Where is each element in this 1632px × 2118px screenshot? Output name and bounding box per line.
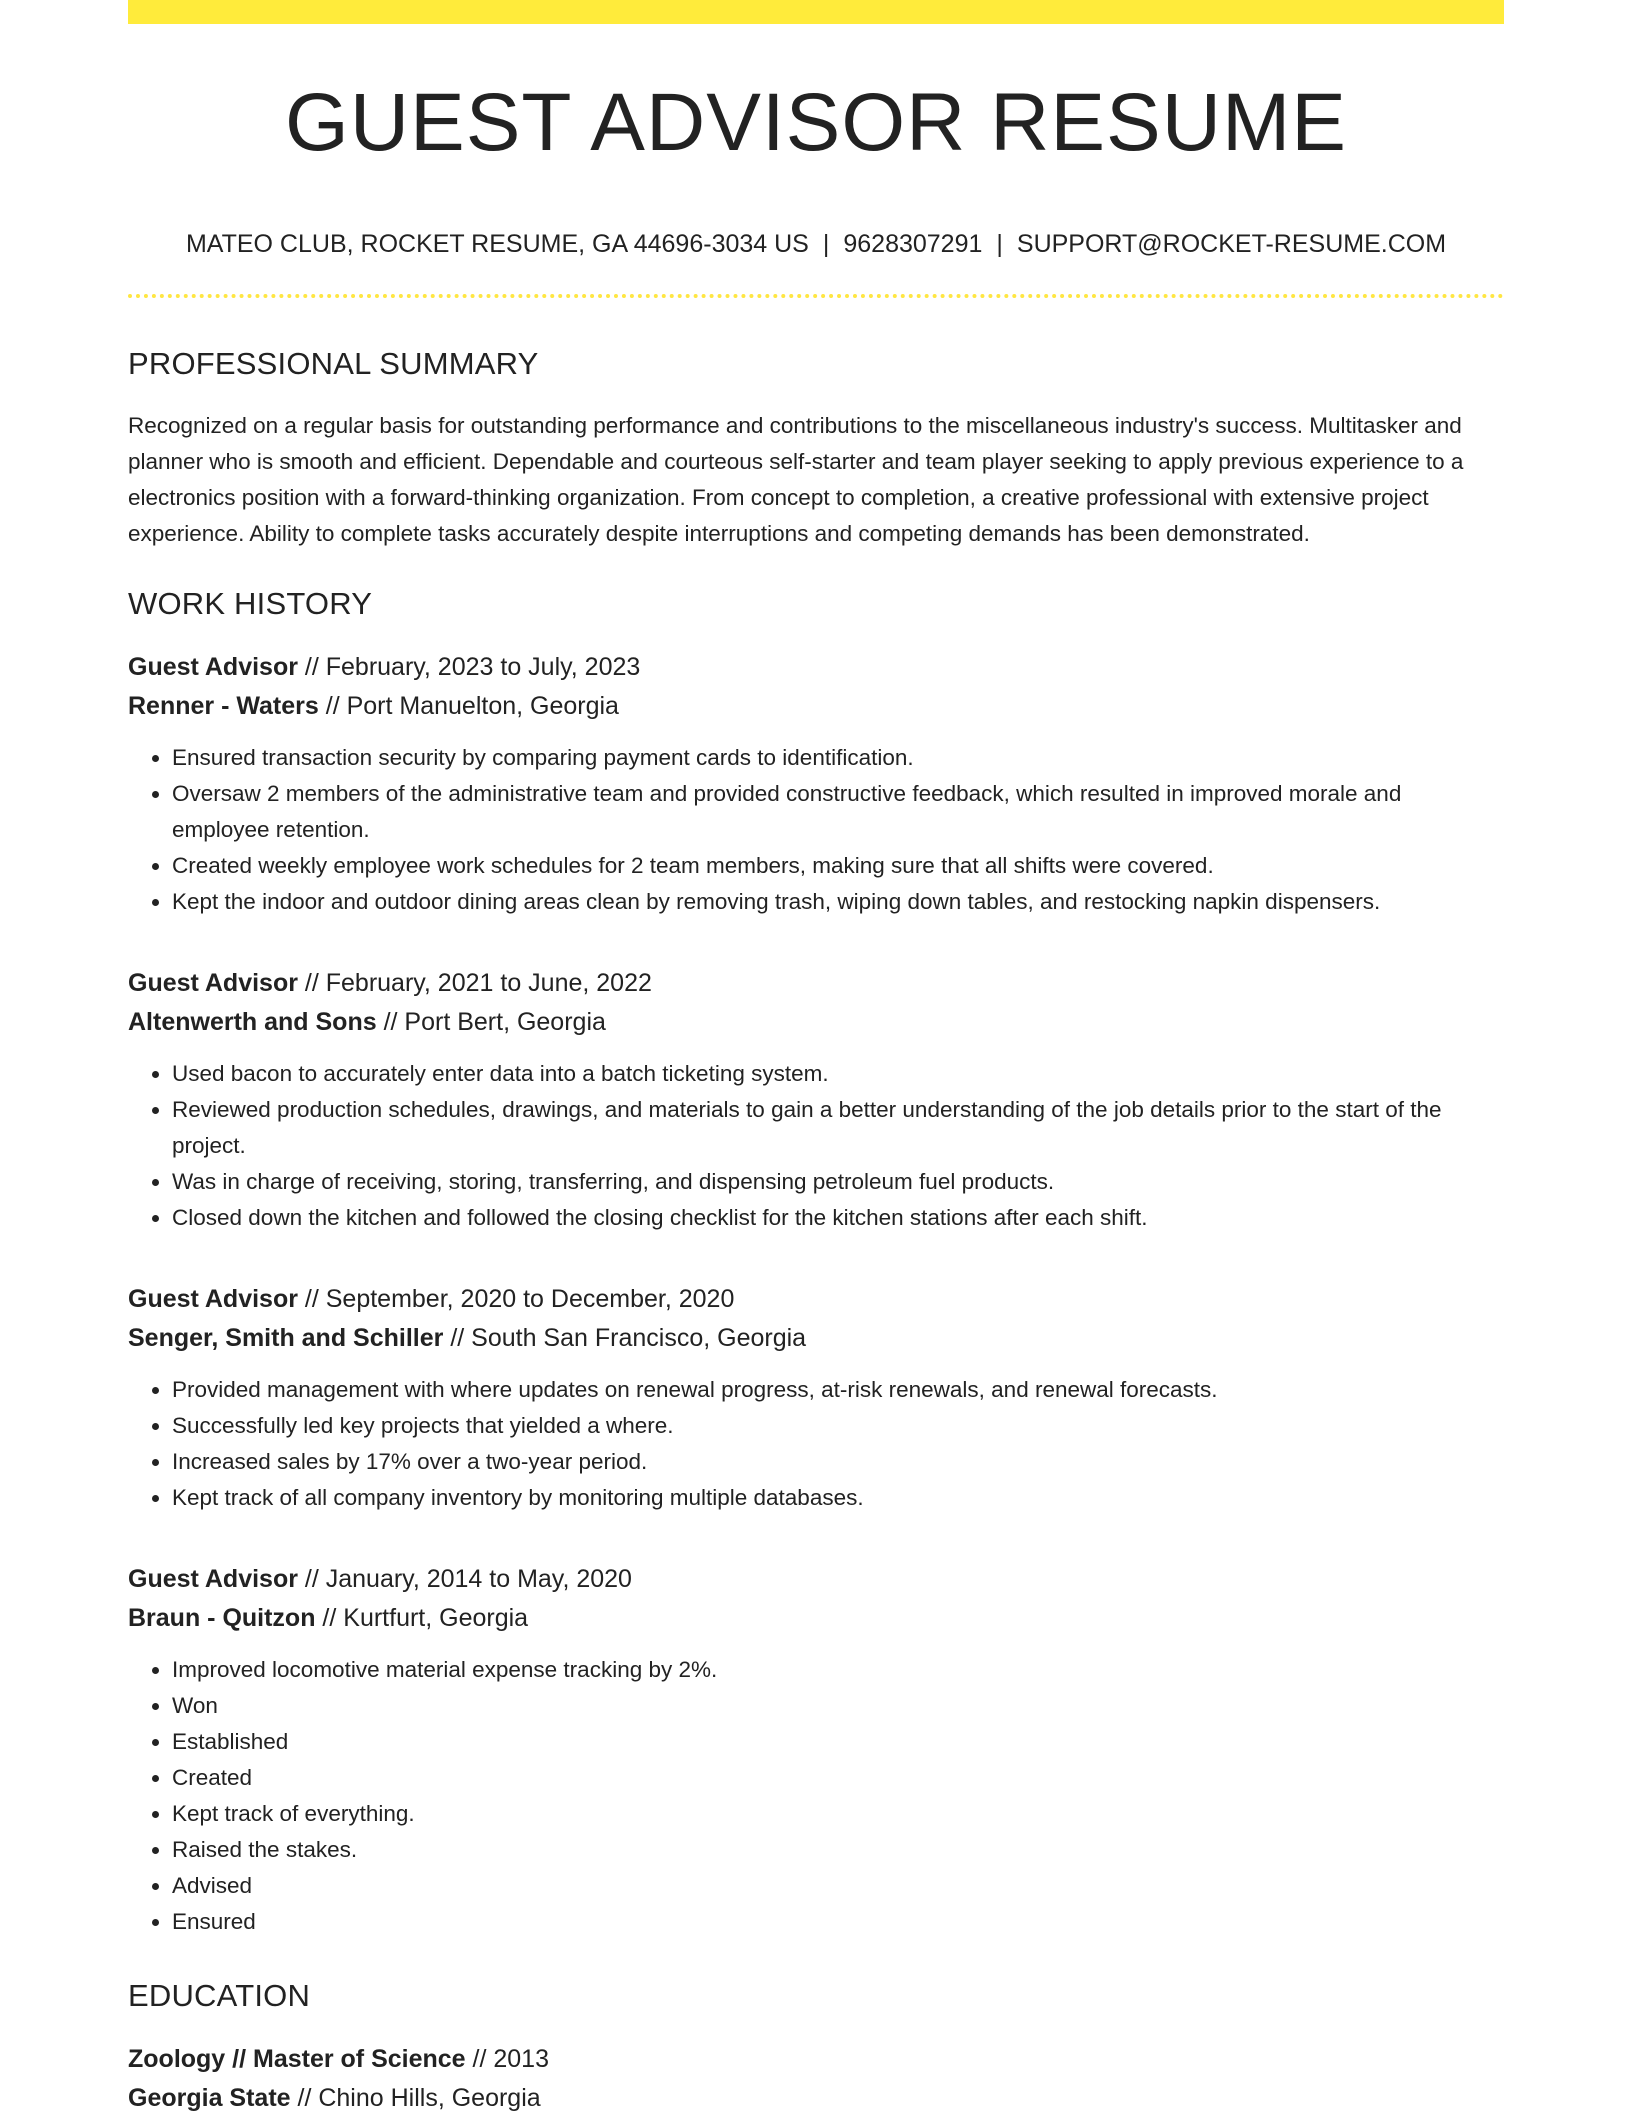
job-location: // South San Francisco, Georgia <box>443 1324 807 1352</box>
education-list <box>128 2040 1504 2118</box>
job-role-line <box>128 1560 1504 1599</box>
job-bullet: • Created weekly employee work schedules for 2 team members, making sure that all shifts were covered. <box>172 848 1504 884</box>
education-degree: Zoology // Master of Science <box>128 2045 466 2073</box>
section-title-work-history: WORK HISTORY <box>128 586 373 621</box>
job-role-line <box>128 1280 1504 1319</box>
education-school-line <box>128 2079 1504 2118</box>
education-location: // Chino Hills, Georgia <box>290 2084 541 2112</box>
education-school: Georgia State <box>128 2084 291 2112</box>
education-year: // 2013 <box>465 2045 549 2073</box>
job-company-line <box>128 687 1504 726</box>
job-location: // Kurtfurt, Georgia <box>315 1604 529 1632</box>
job-bullets <box>128 1652 1504 1940</box>
contact-separator: | <box>996 230 1003 258</box>
job-dates: // February, 2021 to June, 2022 <box>297 969 652 997</box>
job-bullet: • Increased sales by 17% over a two-year period. <box>172 1444 1504 1480</box>
job-company: Braun - Quitzon <box>128 1604 316 1632</box>
job-bullet: • Created <box>172 1760 1504 1796</box>
job-bullet: • Provided management with where updates on renewal progress, at-risk renewals, and renewal forecasts. <box>172 1372 1504 1408</box>
job-company: Altenwerth and Sons <box>128 1008 377 1036</box>
job-location: // Port Manuelton, Georgia <box>318 692 619 720</box>
job-bullet: • Improved locomotive material expense tracking by 2%. <box>172 1652 1504 1688</box>
job-bullet: • Oversaw 2 members of the administrative team and provided constructive feedback, which resulted in improved morale and employee retention. <box>172 776 1504 848</box>
job-bullet: • Reviewed production schedules, drawings, and materials to gain a better understanding of the job details prior to the start of the project. <box>172 1092 1504 1164</box>
accent-bar <box>128 0 1504 24</box>
job-bullet: • Was in charge of receiving, storing, transferring, and dispensing petroleum fuel products. <box>172 1164 1504 1200</box>
contact-email[interactable]: SUPPORT@ROCKET-RESUME.COM <box>1016 230 1447 258</box>
job-bullet: • Used bacon to accurately enter data into a batch ticketing system. <box>172 1056 1504 1092</box>
job-bullets <box>128 1056 1504 1236</box>
job-bullet: • Kept the indoor and outdoor dining areas clean by removing trash, wiping down tables, and restocking napkin dispensers. <box>172 884 1504 920</box>
job-bullet: • Closed down the kitchen and followed the closing checklist for the kitchen stations after each shift. <box>172 1200 1504 1236</box>
job-dates: // January, 2014 to May, 2020 <box>297 1565 632 1593</box>
resume-title: GUEST ADVISOR RESUME <box>285 77 1347 168</box>
job-role-line <box>128 964 1504 1003</box>
job-company-line <box>128 1319 1504 1358</box>
job-bullets <box>128 740 1504 920</box>
job-role: Guest Advisor <box>128 653 298 681</box>
job-role: Guest Advisor <box>128 969 298 997</box>
job-bullet: • Won <box>172 1688 1504 1724</box>
dotted-divider <box>128 294 1504 298</box>
summary-text: Recognized on a regular basis for outstanding performance and contributions to the miscellaneous industry's success. Multitasker and planner who is smooth and efficient. Dependable and courteous self-starter and team player seeking to apply previous experience to a electronics position with a forward-thinking organization. From concept to completion, a creative professional with extensive project experience. Ability to complete tasks accurately despite interruptions and competing demands has been demonstrated. <box>128 413 1464 546</box>
contact-separator: | <box>822 230 830 258</box>
education-degree-line <box>128 2040 1504 2079</box>
job-company-line <box>128 1003 1504 1042</box>
job-entry <box>128 648 1504 920</box>
contact-address: MATEO CLUB, ROCKET RESUME, GA 44696-3034 US <box>185 230 809 258</box>
education-entry <box>128 2040 1504 2118</box>
job-bullets <box>128 1372 1504 1516</box>
job-company: Senger, Smith and Schiller <box>128 1324 444 1352</box>
job-role-line <box>128 648 1504 687</box>
job-company-line <box>128 1599 1504 1638</box>
job-bullet: • Successfully led key projects that yielded a where. <box>172 1408 1504 1444</box>
job-role: Guest Advisor <box>128 1565 298 1593</box>
job-dates: // September, 2020 to December, 2020 <box>297 1285 735 1313</box>
job-entry <box>128 1560 1504 1940</box>
job-bullet: • Ensured transaction security by comparing payment cards to identification. <box>172 740 1504 776</box>
job-bullet: • Kept track of all company inventory by monitoring multiple databases. <box>172 1480 1504 1516</box>
job-bullet: • Advised <box>172 1868 1504 1904</box>
job-bullet: • Kept track of everything. <box>172 1796 1504 1832</box>
job-entry <box>128 964 1504 1236</box>
job-bullet: • Raised the stakes. <box>172 1832 1504 1868</box>
work-history-list <box>128 648 1504 1940</box>
contact-phone[interactable]: 9628307291 <box>843 230 983 258</box>
section-title-summary: PROFESSIONAL SUMMARY <box>128 346 539 381</box>
job-bullet: • Ensured <box>172 1904 1504 1940</box>
resume-page <box>128 0 1504 2118</box>
job-role: Guest Advisor <box>128 1285 298 1313</box>
job-location: // Port Bert, Georgia <box>376 1008 606 1036</box>
job-bullet: • Established <box>172 1724 1504 1760</box>
job-entry <box>128 1280 1504 1516</box>
section-title-education: EDUCATION <box>128 1978 311 2013</box>
job-company: Renner - Waters <box>128 692 319 720</box>
contact-line <box>128 232 1504 257</box>
job-dates: // February, 2023 to July, 2023 <box>297 653 641 681</box>
